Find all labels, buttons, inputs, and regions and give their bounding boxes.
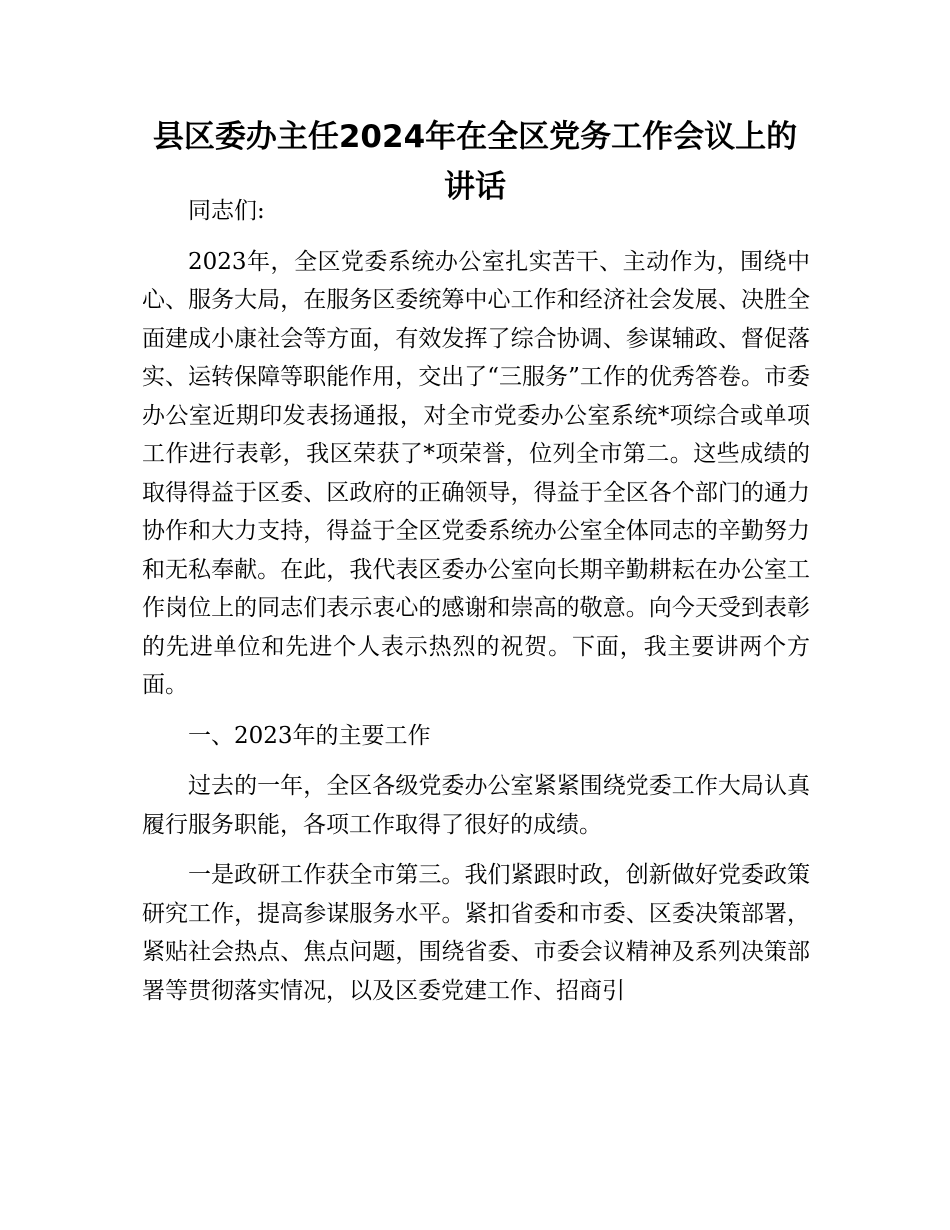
salutation: 同志们:: [188, 198, 265, 224]
document-title: 县区委办主任2024年在全区党务工作会议上的讲话: [152, 119, 798, 205]
document-body: [142, 192, 810, 1022]
body-paragraph: 一是政研工作获全市第三。我们紧跟时政，创新做好党委政策研究工作，提高参谋服务水平。紧扣省委和市委、区委决策部署，紧贴社会热点、焦点问题，围绕省委、市委会议精神及系列决策部署等贯彻落实情况，以及区委党建工作、招商引: [142, 862, 810, 1004]
body-paragraph: 2023年，全区党委系统办公室扎实苦干、主动作为，围绕中心、服务大局，在服务区委统筹中心工作和经济社会发展、决胜全面建成小康社会等方面，有效发挥了综合协调、参谋辅政、督促落实、运转保障等职能作用，交出了“三服务”工作的优秀答卷。市委办公室近期印发表扬通报，对全市党委办公室系统*项综合或单项工作进行表彰，我区荣获了*项荣誉，位列全市第二。这些成绩的取得得益于区委、区政府的正确领导，得益于全区各个部门的通力协作和大力支持，得益于全区党委系统办公室全体同志的辛勤努力和无私奉献。在此，我代表区委办公室向长期辛勤耕耘在办公室工作岗位上的同志们表示衷心的感谢和崇高的敬意。向今天受到表彰的先进单位和先进个人表示热烈的祝贺。下面，我主要讲两个方面。: [142, 248, 810, 698]
section-heading: 一、2023年的主要工作: [188, 722, 431, 749]
body-paragraph: 过去的一年，全区各级党委办公室紧紧围绕党委工作大局认真履行服务职能，各项工作取得了很好的成绩。: [142, 773, 810, 838]
